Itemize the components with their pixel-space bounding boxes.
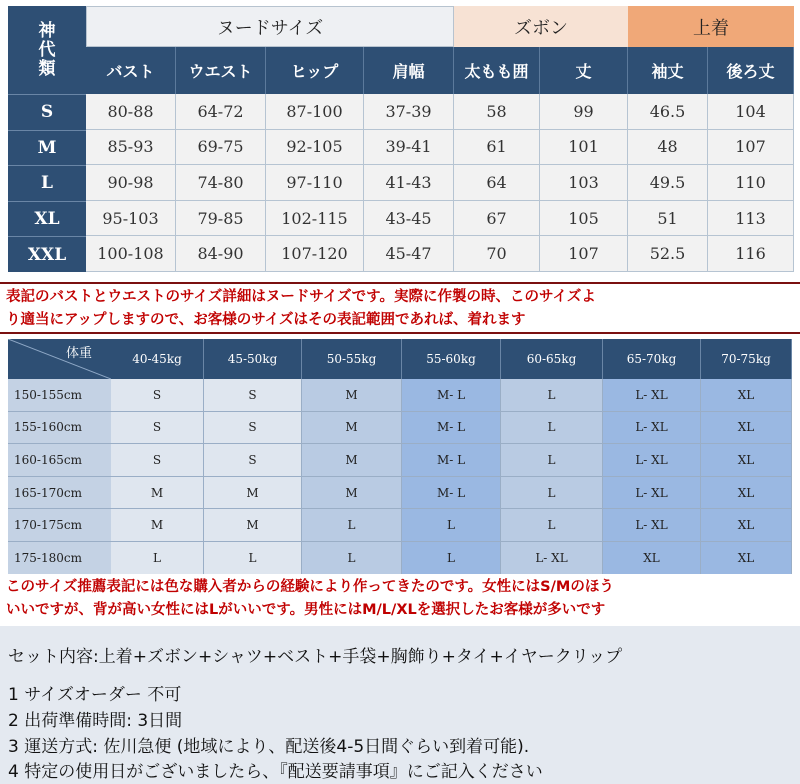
size-cell: 67 (454, 201, 540, 237)
corner-char-2: 代 (38, 39, 56, 60)
size-cell: 110 (708, 165, 794, 201)
recommended-size-cell: L- XL (603, 444, 701, 477)
zubon-header: ズボン (454, 6, 628, 47)
size-column-header: 後ろ丈 (708, 47, 794, 94)
corner-char-1: 神 (38, 20, 56, 41)
recommended-size-cell: L (501, 412, 603, 445)
size-cell: 58 (454, 94, 540, 130)
recommended-size-cell: M- L (402, 412, 501, 445)
size-cell: 103 (540, 165, 628, 201)
size-cell: 39-41 (364, 130, 454, 166)
size-row-label: XXL (8, 236, 86, 272)
size-column-header: 袖丈 (628, 47, 708, 94)
height-row-label: 155-160cm (8, 412, 111, 445)
recommended-size-cell: S (111, 379, 204, 412)
size-cell: 105 (540, 201, 628, 237)
recommended-size-cell: M (204, 509, 302, 542)
size-cell: 64-72 (176, 94, 266, 130)
recommended-size-cell: L (501, 379, 603, 412)
recommended-size-cell: S (204, 379, 302, 412)
recommended-size-cell: L (402, 509, 501, 542)
recommended-size-cell: L (204, 542, 302, 575)
size-recommend-table (8, 339, 792, 575)
size-cell: 41-43 (364, 165, 454, 201)
recommended-size-cell: L- XL (603, 412, 701, 445)
size-cell: 84-90 (176, 236, 266, 272)
recommended-size-cell: M- L (402, 444, 501, 477)
size-cell: 79-85 (176, 201, 266, 237)
size-cell: 48 (628, 130, 708, 166)
size-cell: 113 (708, 201, 794, 237)
recommended-size-cell: S (204, 412, 302, 445)
size-cell: 46.5 (628, 94, 708, 130)
weight-column-header: 45-50kg (204, 339, 302, 379)
height-row-label: 175-180cm (8, 542, 111, 575)
recommended-size-cell: L (501, 509, 603, 542)
recommended-size-cell: L (402, 542, 501, 575)
recommended-size-cell: L- XL (603, 379, 701, 412)
size-cell: 70 (454, 236, 540, 272)
size-row-label: M (8, 130, 86, 166)
note1-line1: 表記のバストとウエストのサイズ詳細はヌードサイズです。実際に作製の時、このサイズよ (6, 289, 596, 305)
recommended-size-cell: L (302, 509, 402, 542)
size-row-label: L (8, 165, 86, 201)
size-cell: 92-105 (266, 130, 364, 166)
size-cell: 37-39 (364, 94, 454, 130)
size-column-header: ヒップ (266, 47, 364, 94)
size-cell: 87-100 (266, 94, 364, 130)
size-cell: 107-120 (266, 236, 364, 272)
size-column-header: 肩幅 (364, 47, 454, 94)
recommended-size-cell: M (111, 509, 204, 542)
size-cell: 116 (708, 236, 794, 272)
recommended-size-cell: S (111, 444, 204, 477)
rec-table-corner (8, 339, 111, 379)
size-cell: 97-110 (266, 165, 364, 201)
size-cell: 49.5 (628, 165, 708, 201)
height-row-label: 160-165cm (8, 444, 111, 477)
size-cell: 95-103 (86, 201, 176, 237)
size-cell: 64 (454, 165, 540, 201)
set-contents: セット内容:上着+ズボン+シャツ+ベスト+手袋+胸飾り+タイ+イヤークリップ (8, 647, 623, 667)
size-row-label: S (8, 94, 86, 130)
nude-size-header: ヌードサイズ (86, 6, 454, 47)
info-item-1: 1 サイズオーダー 不可 (8, 685, 182, 705)
size-cell: 52.5 (628, 236, 708, 272)
recommended-size-cell: XL (701, 379, 792, 412)
size-cell: 43-45 (364, 201, 454, 237)
recommended-size-cell: M (302, 477, 402, 510)
size-cell: 69-75 (176, 130, 266, 166)
size-cell: 100-108 (86, 236, 176, 272)
recommended-size-cell: M (204, 477, 302, 510)
size-table-corner (8, 6, 86, 94)
recommended-size-cell: S (204, 444, 302, 477)
recommended-size-cell: L- XL (501, 542, 603, 575)
size-cell: 107 (540, 236, 628, 272)
size-cell: 80-88 (86, 94, 176, 130)
height-row-label: 165-170cm (8, 477, 111, 510)
product-info (0, 626, 800, 784)
weight-column-header: 40-45kg (111, 339, 204, 379)
recommended-size-cell: L- XL (603, 509, 701, 542)
size-table (8, 6, 794, 272)
recommend-note (0, 574, 800, 624)
recommended-size-cell: XL (701, 509, 792, 542)
size-cell: 61 (454, 130, 540, 166)
recommended-size-cell: L (501, 477, 603, 510)
size-cell: 51 (628, 201, 708, 237)
size-row-label: XL (8, 201, 86, 237)
weight-column-header: 65-70kg (603, 339, 701, 379)
recommended-size-cell: M- L (402, 379, 501, 412)
recommended-size-cell: M (302, 379, 402, 412)
nude-size-note (0, 282, 800, 334)
size-cell: 102-115 (266, 201, 364, 237)
recommended-size-cell: M (302, 412, 402, 445)
weight-column-header: 60-65kg (501, 339, 603, 379)
recommended-size-cell: XL (603, 542, 701, 575)
recommended-size-cell: XL (701, 477, 792, 510)
note1-line2: り適当にアップしますので、お客様のサイズはその表記範囲であれば、着れます (6, 312, 526, 328)
size-cell: 90-98 (86, 165, 176, 201)
info-item-2: 2 出荷準備時間: 3日間 (8, 711, 183, 731)
recommended-size-cell: L (302, 542, 402, 575)
weight-column-header: 70-75kg (701, 339, 792, 379)
recommended-size-cell: L- XL (603, 477, 701, 510)
info-item-4: 4 特定の使用日がございましたら、『配送要請事項』にご記入ください (8, 762, 543, 782)
weight-column-header: 50-55kg (302, 339, 402, 379)
size-cell: 104 (708, 94, 794, 130)
uwagi-header: 上着 (628, 6, 794, 47)
recommended-size-cell: L (111, 542, 204, 575)
corner-char-3: 類 (38, 58, 56, 79)
note2-line1: このサイズ推薦表記には色な購入者からの経験により作ってきたのです。女性にはS/Mのほう (6, 579, 614, 595)
recommended-size-cell: M (111, 477, 204, 510)
size-cell: 101 (540, 130, 628, 166)
weight-column-header: 55-60kg (402, 339, 501, 379)
recommended-size-cell: XL (701, 444, 792, 477)
size-column-header: 太もも囲 (454, 47, 540, 94)
height-row-label: 170-175cm (8, 509, 111, 542)
size-column-header: 丈 (540, 47, 628, 94)
recommended-size-cell: M- L (402, 477, 501, 510)
size-cell: 99 (540, 94, 628, 130)
size-cell: 45-47 (364, 236, 454, 272)
recommended-size-cell: M (302, 444, 402, 477)
size-cell: 107 (708, 130, 794, 166)
weight-label: 体重 (66, 346, 93, 361)
recommended-size-cell: XL (701, 412, 792, 445)
size-column-header: ウエスト (176, 47, 266, 94)
note2-line2: いいですが、背が高い女性にはLがいいです。男性にはM/L/XLを選択したお客様が多いです (6, 602, 606, 618)
height-row-label: 150-155cm (8, 379, 111, 412)
recommended-size-cell: S (111, 412, 204, 445)
size-column-header: バスト (86, 47, 176, 94)
recommended-size-cell: L (501, 444, 603, 477)
recommended-size-cell: XL (701, 542, 792, 575)
size-cell: 74-80 (176, 165, 266, 201)
info-item-3: 3 運送方式: 佐川急便 (地域により、配送後4-5日間ぐらい到着可能). (8, 737, 530, 757)
diagonal-line-icon (8, 339, 111, 379)
size-cell: 85-93 (86, 130, 176, 166)
